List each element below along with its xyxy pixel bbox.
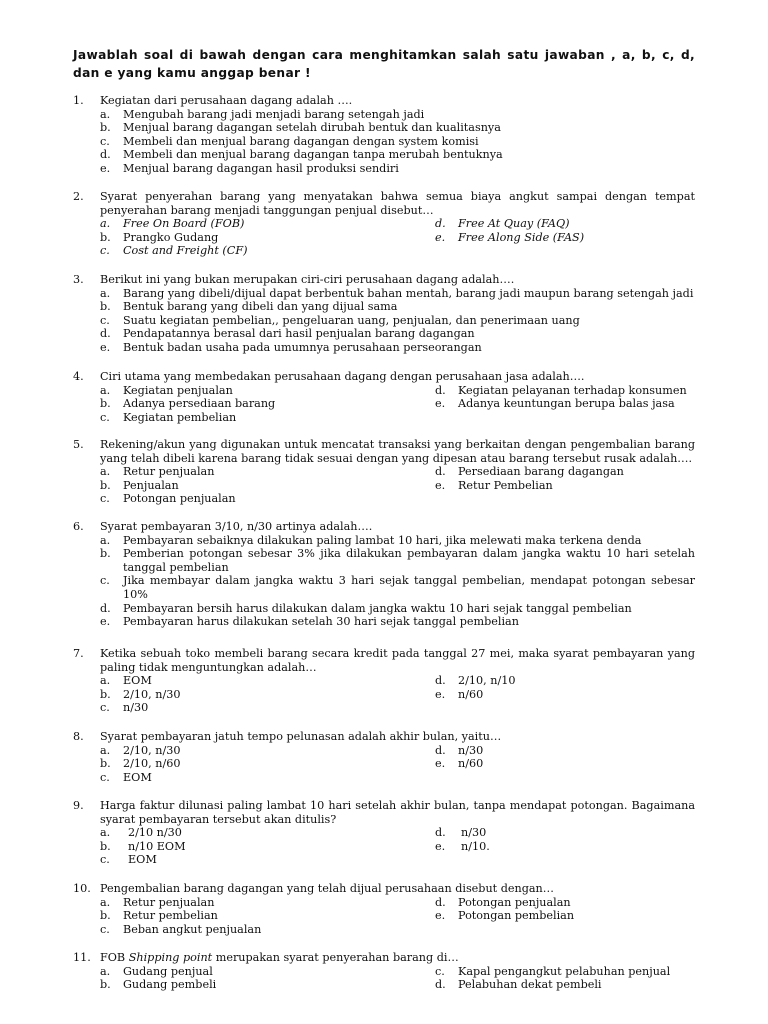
option-letter: e. bbox=[435, 757, 446, 771]
option-e[interactable] bbox=[435, 688, 695, 702]
question-number: 3. bbox=[73, 273, 84, 286]
option-b[interactable] bbox=[100, 547, 695, 574]
option-text: Barang yang dibeli/dijual dapat berbentuk bahan mentah, barang jadi maupun barang setengah jadi bbox=[123, 286, 694, 300]
option-d[interactable] bbox=[435, 744, 695, 758]
option-letter: c. bbox=[100, 410, 110, 424]
option-b[interactable] bbox=[100, 397, 435, 411]
option-letter: d. bbox=[100, 148, 111, 162]
option-letter: d. bbox=[100, 327, 111, 341]
option-c[interactable] bbox=[100, 314, 695, 328]
option-d[interactable] bbox=[435, 465, 695, 479]
option-c[interactable] bbox=[100, 411, 435, 425]
option-text: Kegiatan penjualan bbox=[123, 383, 233, 397]
option-text: EOM bbox=[128, 853, 157, 867]
option-d[interactable] bbox=[435, 217, 695, 231]
option-text: Mengubah barang jadi menjadi barang setengah jadi bbox=[123, 107, 425, 121]
option-b[interactable] bbox=[100, 840, 435, 854]
question-8 bbox=[73, 730, 695, 784]
option-letter: b. bbox=[100, 547, 111, 561]
option-d[interactable] bbox=[100, 327, 695, 341]
option-letter: a. bbox=[100, 964, 111, 978]
option-e[interactable] bbox=[100, 341, 695, 355]
option-letter: c. bbox=[100, 701, 110, 715]
question-text: Pengembalian barang dagangan yang telah dijual perusahaan disebut dengan… bbox=[100, 882, 554, 895]
option-text: Free On Board (FOB) bbox=[123, 217, 245, 231]
question-number: 4. bbox=[73, 370, 84, 383]
option-text: Potongan penjualan bbox=[123, 492, 236, 506]
option-text: Pembayaran bersih harus dilakukan dalam jangka waktu 10 hari sejak tanggal pembelian bbox=[123, 601, 632, 615]
option-text: Gudang pembeli bbox=[123, 978, 217, 992]
option-a[interactable] bbox=[100, 965, 435, 979]
option-text: Pembayaran sebaiknya dilakukan paling lambat 10 hari, jika melewati maka terkena denda bbox=[123, 533, 642, 547]
question-number: 1. bbox=[73, 94, 84, 107]
option-text: n/10. bbox=[461, 839, 490, 853]
option-d[interactable] bbox=[435, 826, 695, 840]
option-text: n/30 bbox=[458, 743, 484, 757]
option-letter: a. bbox=[100, 533, 111, 547]
question-3 bbox=[73, 273, 695, 355]
option-text: Retur penjualan bbox=[123, 895, 215, 909]
option-a[interactable] bbox=[100, 217, 435, 231]
option-text: Bentuk badan usaha pada umumnya perusahaan perseorangan bbox=[123, 340, 482, 354]
option-a[interactable] bbox=[100, 108, 695, 122]
option-text: Membeli dan menjual barang dagangan tanpa merubah bentuknya bbox=[123, 148, 503, 162]
option-d[interactable] bbox=[435, 896, 695, 910]
option-text: Pembayaran harus dilakukan setelah 30 hari sejak tanggal pembelian bbox=[123, 615, 519, 629]
option-d[interactable] bbox=[100, 602, 695, 616]
option-c[interactable] bbox=[100, 574, 695, 601]
question-7 bbox=[73, 647, 695, 715]
option-c[interactable] bbox=[100, 492, 435, 506]
option-letter: e. bbox=[100, 340, 111, 354]
option-text: Bentuk barang yang dibeli dan yang dijual sama bbox=[123, 300, 398, 314]
option-text: Potongan penjualan bbox=[458, 895, 571, 909]
option-a[interactable] bbox=[100, 744, 435, 758]
option-text: Menjual barang dagangan hasil produksi sendiri bbox=[123, 161, 399, 175]
option-text: Prangko Gudang bbox=[123, 230, 219, 244]
option-text: 2/10 n/30 bbox=[128, 826, 182, 840]
option-letter: a. bbox=[100, 465, 111, 479]
option-letter: b. bbox=[100, 121, 111, 135]
option-text: n/30 bbox=[461, 826, 487, 840]
option-text: Retur Pembelian bbox=[458, 478, 553, 492]
question-text bbox=[100, 951, 695, 965]
option-letter: b. bbox=[100, 687, 111, 701]
question-number: 10. bbox=[73, 882, 91, 895]
option-letter: d. bbox=[435, 383, 446, 397]
option-c[interactable] bbox=[100, 853, 435, 867]
option-text: Retur penjualan bbox=[123, 465, 215, 479]
option-text: Membeli dan menjual barang dagangan dengan system komisi bbox=[123, 134, 479, 148]
option-text: 2/10, n/60 bbox=[123, 757, 181, 771]
option-letter: c. bbox=[100, 922, 110, 936]
option-letter: b. bbox=[100, 757, 111, 771]
option-letter: e. bbox=[435, 478, 446, 492]
question-5 bbox=[73, 438, 695, 506]
option-text: EOM bbox=[123, 770, 152, 784]
option-c[interactable] bbox=[100, 244, 435, 258]
option-letter: e. bbox=[100, 161, 111, 175]
option-b[interactable] bbox=[100, 757, 435, 771]
option-text: Adanya persediaan barang bbox=[123, 397, 276, 411]
question-text: Kegiatan dari perusahaan dagang adalah …. bbox=[100, 94, 353, 107]
option-letter: e. bbox=[435, 909, 446, 923]
option-text: Menjual barang dagangan setelah dirubah bentuk dan kualitasnya bbox=[123, 121, 501, 135]
question-text: Ciri utama yang membedakan perusahaan dagang dengan perusahaan jasa adalah…. bbox=[100, 370, 585, 383]
option-letter: c. bbox=[100, 134, 110, 148]
option-a[interactable] bbox=[100, 287, 695, 301]
option-letter: a. bbox=[100, 217, 111, 231]
question-text: Berikut ini yang bukan merupakan ciri-ciri perusahaan dagang adalah…. bbox=[100, 273, 515, 286]
option-text: Beban angkut penjualan bbox=[123, 922, 262, 936]
option-letter: c. bbox=[100, 244, 110, 258]
option-letter: b. bbox=[100, 230, 111, 244]
option-a[interactable] bbox=[100, 826, 435, 840]
option-letter: e. bbox=[100, 615, 111, 629]
option-text: Potongan pembelian bbox=[458, 909, 575, 923]
option-text: n/60 bbox=[458, 757, 484, 771]
option-text: n/60 bbox=[458, 687, 484, 701]
option-e[interactable] bbox=[435, 231, 695, 245]
option-text: Suatu kegiatan pembelian,, pengeluaran uang, penjualan, dan penerimaan uang bbox=[123, 313, 580, 327]
option-c[interactable] bbox=[100, 923, 435, 937]
option-letter: b. bbox=[100, 397, 111, 411]
option-text: n/10 EOM bbox=[128, 839, 186, 853]
option-c[interactable] bbox=[100, 701, 435, 715]
option-text: 2/10, n/10 bbox=[458, 674, 516, 688]
option-text: Cost and Freight (CF) bbox=[123, 244, 248, 258]
option-text: Gudang penjual bbox=[123, 964, 213, 978]
question-9 bbox=[73, 799, 695, 867]
question-4 bbox=[73, 370, 695, 424]
question-number: 7. bbox=[73, 647, 84, 660]
option-letter: a. bbox=[100, 826, 111, 840]
option-b[interactable] bbox=[100, 978, 435, 992]
option-a[interactable] bbox=[100, 465, 435, 479]
option-d[interactable] bbox=[435, 384, 695, 398]
option-text: Persediaan barang dagangan bbox=[458, 465, 624, 479]
option-letter: d. bbox=[435, 217, 446, 231]
option-letter: b. bbox=[100, 478, 111, 492]
question-text: Syarat penyerahan barang yang menyatakan bahwa semua biaya angkut sampai dengan tempat penyerahan barang menjadi tanggungan penjual disebut… bbox=[100, 190, 695, 217]
option-text: Kegiatan pelayanan terhadap konsumen bbox=[458, 383, 687, 397]
question-10 bbox=[73, 882, 695, 936]
option-e[interactable] bbox=[100, 162, 695, 176]
option-b[interactable] bbox=[100, 479, 435, 493]
option-letter: d. bbox=[435, 674, 446, 688]
question-1 bbox=[73, 94, 695, 176]
option-text: Free At Quay (FAQ) bbox=[458, 217, 570, 231]
instruction-text: Jawablah soal di bawah dengan cara menghitamkan salah satu jawaban , a, b, c, d, dan e yang kamu anggap benar ! bbox=[73, 48, 695, 80]
option-letter: e. bbox=[435, 230, 446, 244]
option-d[interactable] bbox=[435, 978, 695, 992]
option-text: Free Along Side (FAS) bbox=[458, 230, 585, 244]
option-letter: c. bbox=[100, 492, 110, 506]
option-e[interactable] bbox=[435, 757, 695, 771]
option-letter: b. bbox=[100, 978, 111, 992]
option-letter: e. bbox=[435, 397, 446, 411]
option-text: Adanya keuntungan berupa balas jasa bbox=[458, 397, 675, 411]
option-letter: a. bbox=[100, 895, 111, 909]
option-letter: b. bbox=[100, 839, 111, 853]
option-text: 2/10, n/30 bbox=[123, 743, 181, 757]
option-text: Pelabuhan dekat pembeli bbox=[458, 978, 602, 992]
option-text: Pendapatannya berasal dari hasil penjualan barang dagangan bbox=[123, 327, 475, 341]
option-letter: d. bbox=[435, 895, 446, 909]
option-letter: e. bbox=[435, 839, 446, 853]
option-text: Kegiatan pembelian bbox=[123, 410, 237, 424]
option-b[interactable] bbox=[100, 231, 435, 245]
question-text-prefix: FOB bbox=[100, 951, 126, 964]
option-letter: b. bbox=[100, 300, 111, 314]
question-number: 6. bbox=[73, 520, 84, 533]
option-letter: c. bbox=[100, 313, 110, 327]
option-letter: d. bbox=[435, 465, 446, 479]
question-text: Ketika sebuah toko membeli barang secara kredit pada tanggal 27 mei, maka syarat pembayaran yang paling tidak menguntungkan adalah… bbox=[100, 647, 695, 674]
option-text: Penjualan bbox=[123, 478, 179, 492]
option-c[interactable] bbox=[100, 135, 695, 149]
question-number: 8. bbox=[73, 730, 84, 743]
option-text: Retur pembelian bbox=[123, 909, 218, 923]
option-e[interactable] bbox=[435, 397, 695, 411]
option-letter: a. bbox=[100, 743, 111, 757]
question-text-italic: Shipping point bbox=[128, 951, 213, 964]
question-text: Rekening/akun yang digunakan untuk mencatat transaksi yang berkaitan dengan pengembalian barang yang telah dibeli karena barang tidak sesuai dengan yang dipesan atau barang tersebut rusak adalah…. bbox=[100, 438, 695, 465]
option-text: 2/10, n/30 bbox=[123, 687, 181, 701]
question-number: 11. bbox=[73, 951, 91, 964]
option-a[interactable] bbox=[100, 384, 435, 398]
option-letter: c. bbox=[435, 964, 445, 978]
option-b[interactable] bbox=[100, 300, 695, 314]
option-letter: c. bbox=[100, 853, 110, 867]
question-text-suffix: merupakan syarat penyerahan barang di… bbox=[215, 951, 459, 964]
option-d[interactable] bbox=[435, 674, 695, 688]
question-text: Syarat pembayaran 3/10, n/30 artinya adalah…. bbox=[100, 520, 373, 533]
option-e[interactable] bbox=[100, 615, 695, 629]
option-text: Pemberian potongan sebesar 3% jika dilakukan pembayaran dalam jangka waktu 10 hari setelah tanggal pembelian bbox=[123, 547, 695, 574]
question-6 bbox=[73, 520, 695, 629]
option-e[interactable] bbox=[435, 479, 695, 493]
option-letter: d. bbox=[435, 826, 446, 840]
question-2 bbox=[73, 190, 695, 258]
option-letter: c. bbox=[100, 770, 110, 784]
option-e[interactable] bbox=[435, 840, 695, 854]
question-number: 5. bbox=[73, 438, 84, 451]
option-text: EOM bbox=[123, 674, 152, 688]
option-letter: d. bbox=[435, 978, 446, 992]
option-letter: a. bbox=[100, 674, 111, 688]
question-number: 2. bbox=[73, 190, 84, 203]
option-b[interactable] bbox=[100, 121, 695, 135]
option-letter: c. bbox=[100, 574, 110, 588]
question-number: 9. bbox=[73, 799, 84, 812]
option-letter: a. bbox=[100, 107, 111, 121]
option-text: Kapal pengangkut pelabuhan penjual bbox=[458, 964, 671, 978]
option-c[interactable] bbox=[435, 965, 695, 979]
option-b[interactable] bbox=[100, 688, 435, 702]
option-e[interactable] bbox=[435, 909, 695, 923]
option-letter: d. bbox=[435, 743, 446, 757]
option-text: n/30 bbox=[123, 701, 149, 715]
option-c[interactable] bbox=[100, 771, 435, 785]
question-text: Syarat pembayaran jatuh tempo pelunasan adalah akhir bulan, yaitu… bbox=[100, 730, 502, 743]
option-letter: a. bbox=[100, 383, 111, 397]
option-letter: e. bbox=[435, 687, 446, 701]
question-11 bbox=[73, 951, 695, 992]
option-letter: d. bbox=[100, 601, 111, 615]
question-text: Harga faktur dilunasi paling lambat 10 hari setelah akhir bulan, tanpa mendapat potongan. Bagaimana syarat pembayaran tersebut akan ditulis? bbox=[100, 799, 695, 826]
option-a[interactable] bbox=[100, 896, 435, 910]
option-d[interactable] bbox=[100, 148, 695, 162]
option-text: Jika membayar dalam jangka waktu 3 hari sejak tanggal pembelian, mendapat potongan sebesar 10% bbox=[123, 574, 695, 601]
option-a[interactable] bbox=[100, 674, 435, 688]
option-letter: a. bbox=[100, 286, 111, 300]
option-letter: b. bbox=[100, 909, 111, 923]
option-b[interactable] bbox=[100, 909, 435, 923]
option-a[interactable] bbox=[100, 534, 695, 548]
